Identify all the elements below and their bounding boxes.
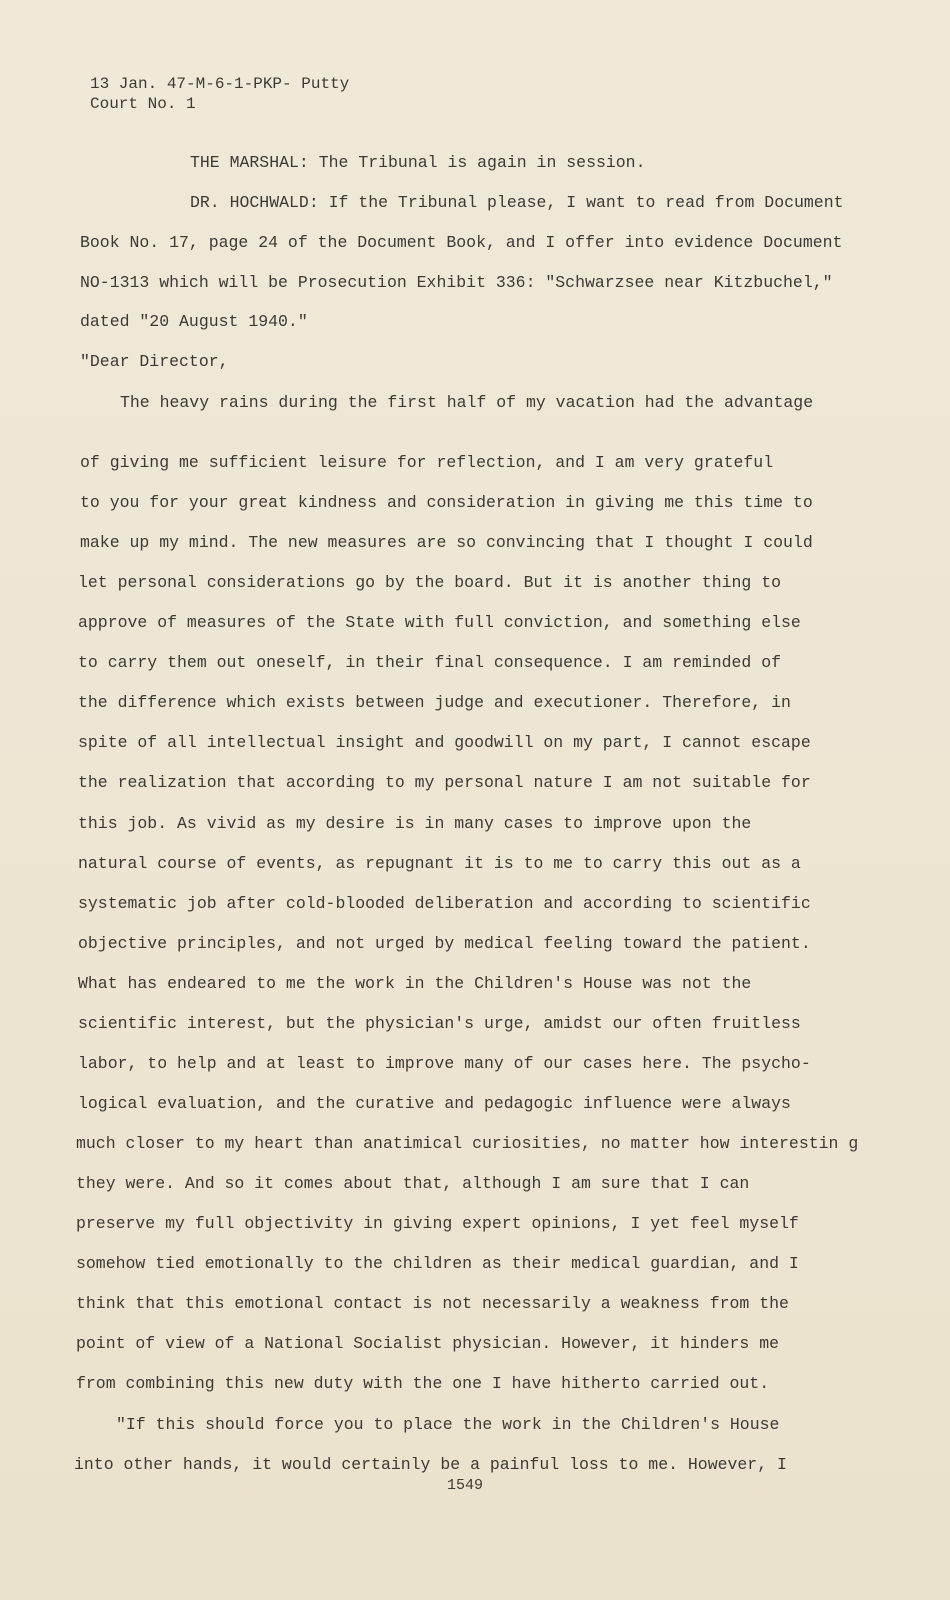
- transcript-line: this job. As vivid as my desire is in many cases to improve upon the: [78, 814, 752, 833]
- transcript-line: spite of all intellectual insight and goodwill on my part, I cannot escape: [78, 733, 811, 752]
- transcript-line: to carry them out oneself, in their final consequence. I am reminded of: [78, 653, 782, 672]
- transcript-line: Book No. 17, page 24 of the Document Book, and I offer into evidence Document: [80, 233, 843, 252]
- transcript-line: scientific interest, but the physician's urge, amidst our often fruitless: [78, 1014, 801, 1033]
- transcript-line: objective principles, and not urged by medical feeling toward the patient.: [78, 934, 811, 953]
- transcript-line: labor, to help and at least to improve many of our cases here. The psycho-: [78, 1054, 811, 1073]
- transcript-line: approve of measures of the State with full conviction, and something else: [78, 613, 801, 632]
- transcript-line: NO-1313 which will be Prosecution Exhibit 336: "Schwarzsee near Kitzbuchel,": [80, 273, 833, 292]
- transcript-line: logical evaluation, and the curative and pedagogic influence were always: [78, 1094, 791, 1113]
- transcript-line: dated "20 August 1940.": [80, 312, 308, 331]
- transcript-line: systematic job after cold-blooded deliberation and according to scientific: [78, 894, 811, 913]
- transcript-line: THE MARSHAL: The Tribunal is again in session.: [190, 153, 646, 172]
- transcript-line: DR. HOCHWALD: If the Tribunal please, I want to read from Document: [190, 193, 844, 212]
- header-court: Court No. 1: [90, 95, 196, 113]
- transcript-line: "If this should force you to place the work in the Children's House: [116, 1415, 780, 1434]
- transcript-line: from combining this new duty with the one I have hitherto carried out.: [76, 1374, 770, 1393]
- transcript-line: they were. And so it comes about that, although I am sure that I can: [76, 1174, 750, 1193]
- transcript-line: natural course of events, as repugnant it is to me to carry this out as a: [78, 854, 801, 873]
- transcript-line: think that this emotional contact is not necessarily a weakness from the: [76, 1294, 789, 1313]
- header-reference: 13 Jan. 47-M-6-1-PKP- Putty: [90, 75, 350, 93]
- transcript-line: point of view of a National Socialist physician. However, it hinders me: [76, 1334, 780, 1353]
- transcript-line: make up my mind. The new measures are so convincing that I thought I could: [80, 533, 813, 552]
- transcript-line: What has endeared to me the work in the Children's House was not the: [78, 974, 752, 993]
- transcript-line: preserve my full objectivity in giving expert opinions, I yet feel myself: [76, 1214, 799, 1233]
- page-number: 1549: [447, 1477, 484, 1494]
- transcript-line: much closer to my heart than anatimical curiosities, no matter how interestin g: [76, 1134, 859, 1153]
- transcript-line: somehow tied emotionally to the children as their medical guardian, and I: [76, 1254, 799, 1273]
- transcript-line: The heavy rains during the first half of my vacation had the advantage: [120, 393, 814, 412]
- transcript-line: into other hands, it would certainly be a painful loss to me. However, I: [74, 1455, 787, 1474]
- transcript-line: the difference which exists between judge and executioner. Therefore, in: [78, 693, 791, 712]
- transcript-line: let personal considerations go by the board. But it is another thing to: [78, 573, 782, 592]
- transcript-line: the realization that according to my personal nature I am not suitable for: [78, 773, 811, 792]
- transcript-line: to you for your great kindness and consideration in giving me this time to: [80, 493, 813, 512]
- transcript-line: "Dear Director,: [80, 352, 229, 371]
- transcript-line: of giving me sufficient leisure for reflection, and I am very grateful: [80, 453, 774, 472]
